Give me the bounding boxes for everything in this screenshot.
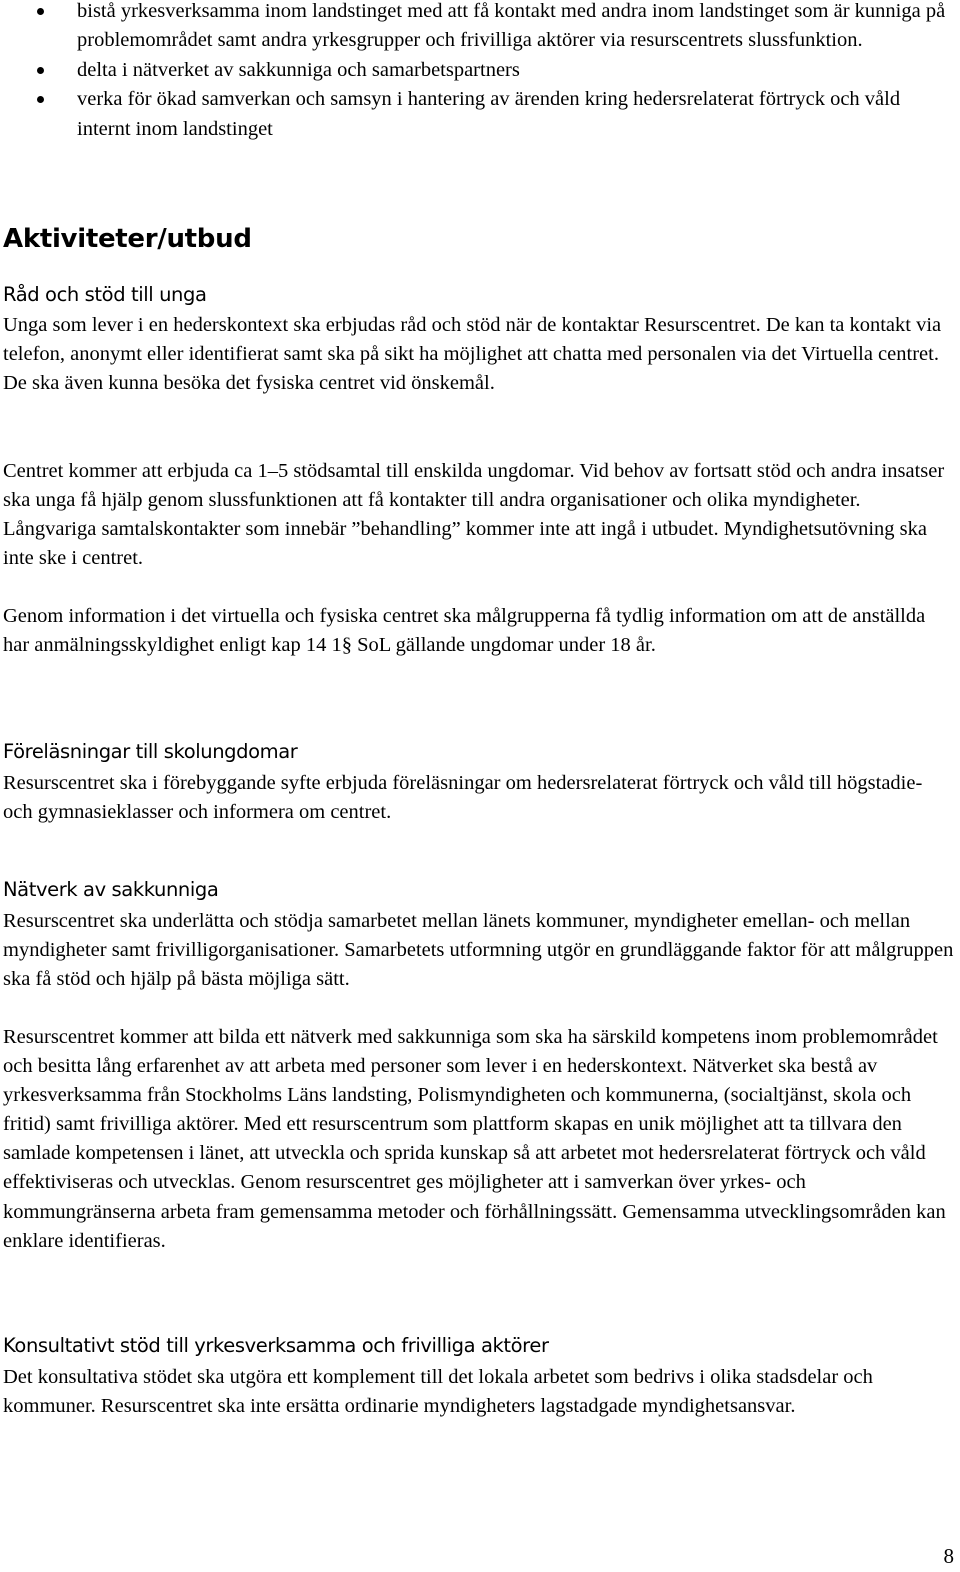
bullet-text: bistå yrkesverksamma inom landstinget med att få kontakt med andra inom landstinget som är kunniga på problemområdet samt andra yrkesgrupper och frivilliga aktörer via resurscentrets slussfunktion.: [77, 0, 946, 52]
bullet-item: [0, 0, 958, 56]
section-title: Aktiviteter/utbud: [3, 224, 252, 254]
paragraph: Resurscentret kommer att bilda ett nätverk med sakkunniga som ska ha särskild kompetens inom problemområdet och besitta lång erfarenhet av att arbeta med personer som lever i en hederskontext. Nätverket ska bestå av yrkesverksamma från Stockholms Läns landsting, Polismyndigheten och kommunerna, (socialtjänst, skola och fritid) samt frivilliga aktörer. Med ett resurscentrum som plattform skapas en unik möjlighet att ta tillvara den samlade kompetensen i länet, att utveckla och sprida kunskap så att arbetet mot hedersrelaterat förtryck och våld effektiviseras och utvecklas. Genom resurscentret ges möjligheter att i samverkan över yrkes- och kommungränserna arbeta fram gemensamma metoder och förhållningssätt. Gemensamma utvecklingsområden kan enklare identifieras.: [3, 1026, 946, 1252]
paragraph: Resurscentret ska i förebyggande syfte erbjuda föreläsningar om hedersrelaterat förtryck och våld till högstadie- och gymnasieklasser och informera om centret.: [3, 772, 923, 824]
bullet-item: [0, 85, 958, 144]
subheading-natverk: Nätverk av sakkunniga: [3, 878, 219, 901]
bullet-text: delta i nätverket av sakkunniga och samarbetspartners: [77, 58, 520, 81]
subheading-konsultativt: Konsultativt stöd till yrkesverksamma och frivilliga aktörer: [3, 1334, 549, 1357]
bullet-icon: [37, 67, 44, 74]
paragraph: Det konsultativa stödet ska utgöra ett komplement till det lokala arbetet som bedrivs i olika stadsdelar och kommuner. Resurscentret ska inte ersätta ordinarie myndigheters lagstadgade myndighetsansvar.: [3, 1366, 873, 1418]
paragraph: Unga som lever i en hederskontext ska erbjudas råd och stöd när de kontaktar Resurscentret. De kan ta kontakt via telefon, anonymt eller identifierat samt ska på sikt ha möjlighet att chatta med personalen via det Virtuella centret. De ska även kunna besöka det fysiska centret vid önskemål.: [3, 314, 942, 395]
responsibility-bullet-list: [0, 0, 958, 144]
subheading-forelasningar: Föreläsningar till skolungdomar: [3, 740, 298, 763]
bullet-icon: [37, 96, 44, 103]
paragraph: Centret kommer att erbjuda ca 1–5 stödsamtal till enskilda ungdomar. Vid behov av fortsatt stöd och andra insatser ska unga få hjälp genom slussfunktionen att få kontakter till andra organisationer och olika myndigheter. Långvariga samtalskontakter som innebär ”behandling” kommer inte att ingå i utbudet. Myndighetsutövning ska inte ske i centret.: [3, 460, 945, 570]
page-number: 8: [943, 1544, 954, 1568]
bullet-icon: [37, 8, 44, 15]
bullet-text: verka för ökad samverkan och samsyn i hantering av ärenden kring hedersrelaterat förtryck och våld internt inom landstinget: [77, 88, 901, 140]
subheading-rad-och-stod: Råd och stöd till unga: [3, 283, 207, 306]
paragraph: Genom information i det virtuella och fysiska centret ska målgrupperna få tydlig information om att de anställda har anmälningsskyldighet enligt kap 14 1§ SoL gällande ungdomar under 18 år.: [3, 605, 926, 657]
bullet-item: [0, 56, 958, 85]
paragraph: Resurscentret ska underlätta och stödja samarbetet mellan länets kommuner, myndigheter emellan- och mellan myndigheter samt frivilligorganisationer. Samarbetets utformning utgör en grundläggande faktor för att målgruppen ska få stöd och hjälp på bästa möjliga sätt.: [3, 910, 954, 991]
